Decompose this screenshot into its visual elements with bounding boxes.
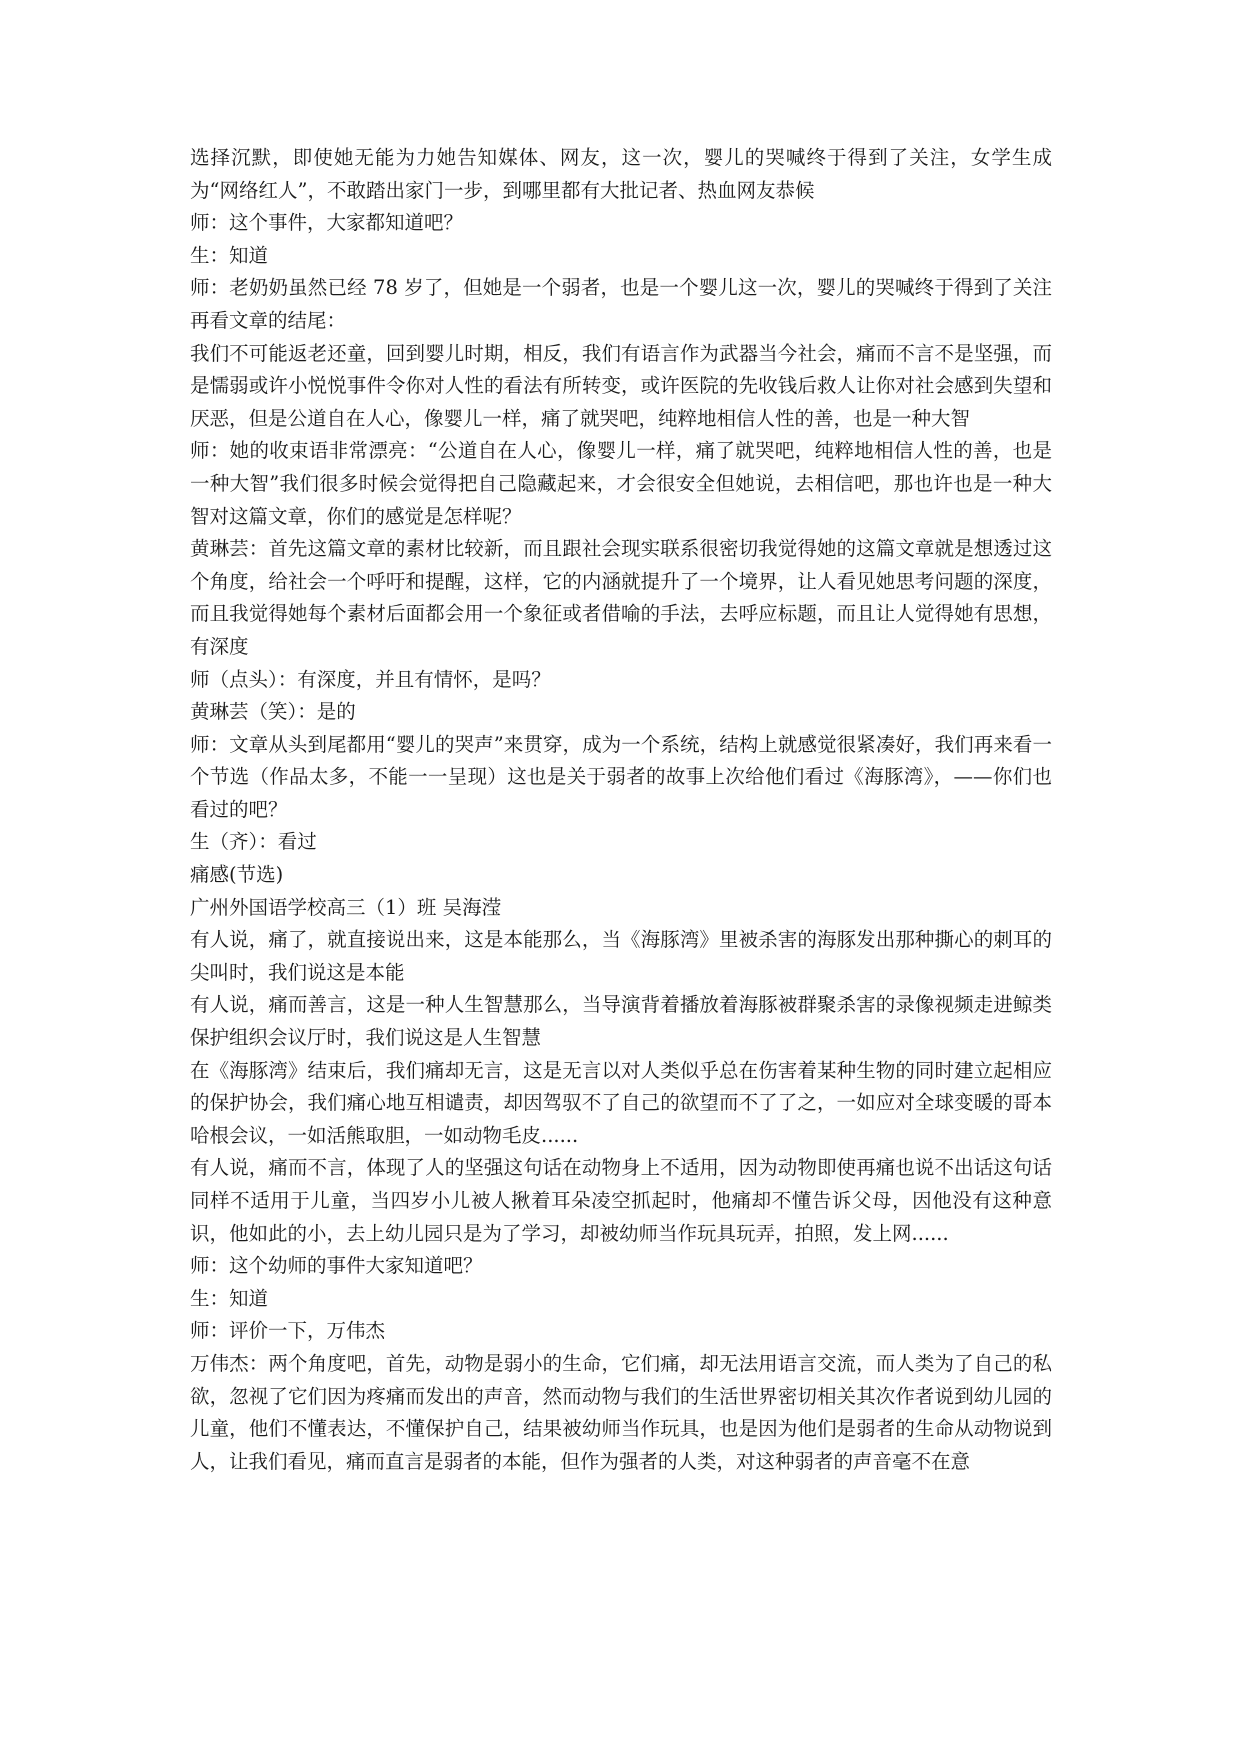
essay-title: 痛感(节选) bbox=[190, 863, 284, 887]
paragraph-teacher-comment-ending: 师：她的收束语非常漂亮：“公道自在人心，像婴儿一样，痛了就哭吧，纯粹地相信人性的善，也是一种大智”我们很多时候会觉得把自己隐藏起来，才会很安全但她说，去相信吧，那也许也是一种大智对这篇文章，你们的感觉是怎样呢？ bbox=[190, 439, 1052, 528]
paragraph-teacher-structure: 师：文章从头到尾都用“婴儿的哭声”来贯穿，成为一个系统，结构上就感觉很紧凑好，我们再来看一个节选（作品太多，不能一一呈现）这也是关于弱者的故事上次给他们看过《海豚湾》，——你们也看过的吧？ bbox=[190, 732, 1052, 821]
paragraph-teacher-grandma: 师：老奶奶虽然已经 78 岁了，但她是一个弱者，也是一个婴儿这一次，婴儿的哭喊终于得到了关注再看文章的结尾： bbox=[190, 276, 1052, 332]
paragraph-teacher-question-event: 师：这个事件，大家都知道吧？ bbox=[190, 211, 464, 235]
paragraph-wan-comment: 万伟杰：两个角度吧，首先，动物是弱小的生命，它们痛，却无法用语言交流，而人类为了自己的私欲，忽视了它们因为疼痛而发出的声音，然而动物与我们的生活世界密切相关其次作者说到幼儿园的儿童，他们不懂表达，不懂保护自己，结果被幼师当作玩具，也是因为他们是弱者的生命从动物说到人，让我们看见，痛而直言是弱者的本能，但作为强者的人类，对这种弱者的声音毫不在意 bbox=[190, 1351, 1052, 1473]
paragraph-essay-strength: 有人说，痛而不言，体现了人的坚强这句话在动物身上不适用，因为动物即使再痛也说不出话这句话同样不适用于儿童，当四岁小儿被人揪着耳朵凌空抓起时，他痛却不懂告诉父母，因他没有这种意识，他如此的小，去上幼儿园只是为了学习，却被幼师当作玩具玩弄，拍照，发上网...... bbox=[190, 1156, 1052, 1245]
document-body bbox=[190, 142, 1052, 1478]
paragraph-student-answer: 生：知道 bbox=[190, 243, 269, 267]
paragraph-essay-ending: 我们不可能返老还童，回到婴儿时期，相反，我们有语言作为武器当今社会，痛而不言不是坚强，而是懦弱或许小悦悦事件令你对人性的看法有所转变，或许医院的先收钱后救人让你对社会感到失望和厌恶，但是公道自在人心，像婴儿一样，痛了就哭吧，纯粹地相信人性的善，也是一种大智 bbox=[190, 341, 1052, 430]
paragraph-teacher-nod: 师（点头）：有深度，并且有情怀，是吗？ bbox=[190, 667, 551, 691]
paragraph-student-know: 生：知道 bbox=[190, 1286, 269, 1310]
paragraph-students-seen: 生（齐）：看过 bbox=[190, 830, 317, 854]
paragraph-teacher-evaluate: 师：评价一下，万伟杰 bbox=[190, 1319, 386, 1343]
paragraph-huang-reply: 黄琳芸（笑）：是的 bbox=[190, 700, 356, 724]
essay-author: 广州外国语学校高三（1）班 吴海滢 bbox=[190, 895, 502, 919]
paragraph-essay-wisdom: 有人说，痛而善言，这是一种人生智慧那么，当导演背着播放着海豚被群聚杀害的录像视频走进鲸类保护组织会议厅时，我们说这是人生智慧 bbox=[190, 993, 1052, 1050]
paragraph-intro-continued: 选择沉默，即使她无能为力她告知媒体、网友，这一次，婴儿的哭喊终于得到了关注，女学生成为“网络红人”，不敢踏出家门一步，到哪里都有大批记者、热血网友恭候 bbox=[190, 146, 1052, 202]
paragraph-huang-comment: 黄琳芸：首先这篇文章的素材比较新，而且跟社会现实联系很密切我觉得她的这篇文章就是想透过这个角度，给社会一个呼吁和提醒，这样，它的内涵就提升了一个境界，让人看见她思考问题的深度，而且我觉得她每个素材后面都会用一个象征或者借喻的手法，去呼应标题，而且让人觉得她有思想，有深度 bbox=[190, 537, 1052, 658]
paragraph-essay-silence: 在《海豚湾》结束后，我们痛却无言，这是无言以对人类似乎总在伤害着某种生物的同时建立起相应的保护协会，我们痛心地互相谴责，却因驾驭不了自己的欲望而不了了之，一如应对全球变暖的哥本哈根会议，一如活熊取胆，一如动物毛皮...... bbox=[190, 1058, 1052, 1147]
paragraph-teacher-kindergarten: 师：这个幼师的事件大家知道吧？ bbox=[190, 1254, 483, 1278]
paragraph-essay-instinct: 有人说，痛了，就直接说出来，这是本能那么，当《海豚湾》里被杀害的海豚发出那种撕心的刺耳的尖叫时，我们说这是本能 bbox=[190, 928, 1052, 984]
